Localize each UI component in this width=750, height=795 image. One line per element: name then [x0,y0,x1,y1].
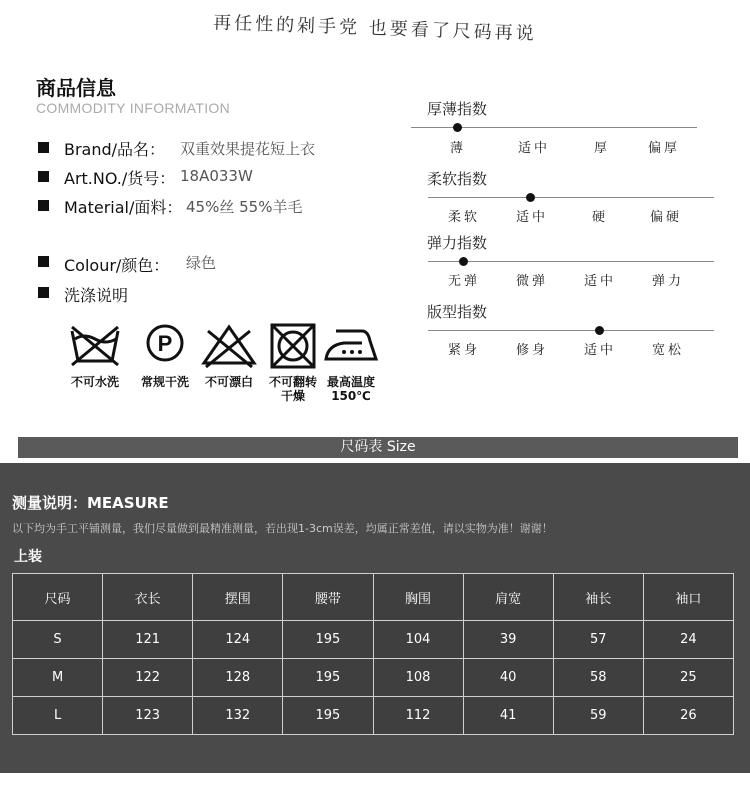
care-label: 常规干洗 [140,375,189,389]
table-cell: 122 [103,659,193,697]
index-marker [526,193,535,202]
bullet-icon [38,287,49,298]
care-label: 最高温度 150℃ [326,375,375,403]
bullet-icon [38,200,49,211]
table-header-cell: 腰带 [283,574,373,621]
size-table [12,573,734,735]
index-option: 薄 [450,141,467,156]
index-track [428,197,714,198]
table-cell: 41 [463,697,553,735]
index-option: 厚 [594,141,611,156]
index-marker [595,326,604,335]
index-option: 紧身 [448,343,481,358]
table-header-cell: 尺码 [13,574,103,621]
table-title: 上装 [14,549,42,565]
section-subtitle: COMMODITY INFORMATION [36,100,230,116]
table-header-cell: 袖口 [643,574,733,621]
index-option: 适中 [584,274,617,289]
bullet-icon [38,142,49,153]
colour-label: Colour/颜色： [64,256,170,275]
table-cell: 26 [643,697,733,735]
index-option: 无弹 [448,274,481,289]
table-header-cell: 衣长 [103,574,193,621]
no-bleach-icon [200,321,258,371]
dry-clean-icon [136,321,194,371]
care-label: 不可翻转 干燥 [268,375,317,403]
no-tumble-dry-icon [264,321,322,371]
table-cell: 108 [373,659,463,697]
index-title: 厚薄指数 [427,100,488,118]
index-option: 柔软 [448,210,481,225]
index-track [428,261,714,262]
no-wash-icon [66,321,124,371]
table-row [13,697,734,735]
table-cell: 195 [283,621,373,659]
table-cell: 123 [103,697,193,735]
index-title: 弹力指数 [427,234,488,252]
table-cell: 58 [553,659,643,697]
index-option: 适中 [516,210,549,225]
artno-value: 18A033W [180,167,253,185]
index-title: 柔软指数 [427,170,488,188]
index-option: 适中 [584,343,617,358]
table-row [13,659,734,697]
wash-label: 洗涤说明 [64,286,129,305]
table-cell: 112 [373,697,463,735]
index-option: 偏厚 [648,141,681,156]
iron-icon [322,321,380,371]
index-option: 偏硬 [650,210,683,225]
brand-value: 双重效果提花短上衣 [180,140,316,158]
index-option: 微弹 [516,274,549,289]
index-track [428,330,714,331]
table-cell: 124 [193,621,283,659]
table-cell: 128 [193,659,283,697]
table-cell: S [13,621,103,659]
table-row [13,621,734,659]
index-option: 硬 [592,210,609,225]
table-cell: 59 [553,697,643,735]
index-option: 修身 [516,343,549,358]
material-label: Material/面料： [64,198,183,217]
table-header-cell: 摆围 [193,574,283,621]
index-option: 适中 [518,141,551,156]
table-cell: 39 [463,621,553,659]
index-title: 版型指数 [427,303,488,321]
table-cell: 40 [463,659,553,697]
bullet-icon [38,171,49,182]
index-option: 弹力 [652,274,685,289]
slogan: 再任性的剁手党 也要看了尺码再说 [212,12,538,45]
care-label: 不可漂白 [204,375,253,389]
table-cell: 57 [553,621,643,659]
table-cell: 25 [643,659,733,697]
brand-label: Brand/品名： [64,140,166,159]
svg-text:P: P [157,331,173,356]
table-cell: 195 [283,697,373,735]
table-cell: M [13,659,103,697]
colour-value: 绿色 [186,254,217,272]
table-header-row [13,574,734,621]
measure-note: 以下均为手工平铺测量，我们尽量做到最精准测量，若出现1-3cm误差，均属正常差值，请以实物为准！谢谢！ [12,522,553,535]
table-cell: 195 [283,659,373,697]
index-option: 宽松 [652,343,685,358]
bullet-icon [38,256,49,267]
table-header-cell: 胸围 [373,574,463,621]
table-cell: 104 [373,621,463,659]
size-chart-header: 尺码表 Size [18,437,738,458]
table-header-cell: 袖长 [553,574,643,621]
table-cell: L [13,697,103,735]
measure-title: 测量说明：MEASURE [12,494,169,512]
artno-label: Art.NO./货号： [64,169,176,188]
material-value: 45%丝 55%羊毛 [186,198,303,216]
index-marker [453,123,462,132]
index-marker [459,257,468,266]
care-label: 不可水洗 [70,375,119,389]
table-cell: 24 [643,621,733,659]
table-header-cell: 肩宽 [463,574,553,621]
table-cell: 121 [103,621,193,659]
section-title: 商品信息 [36,76,116,100]
table-cell: 132 [193,697,283,735]
